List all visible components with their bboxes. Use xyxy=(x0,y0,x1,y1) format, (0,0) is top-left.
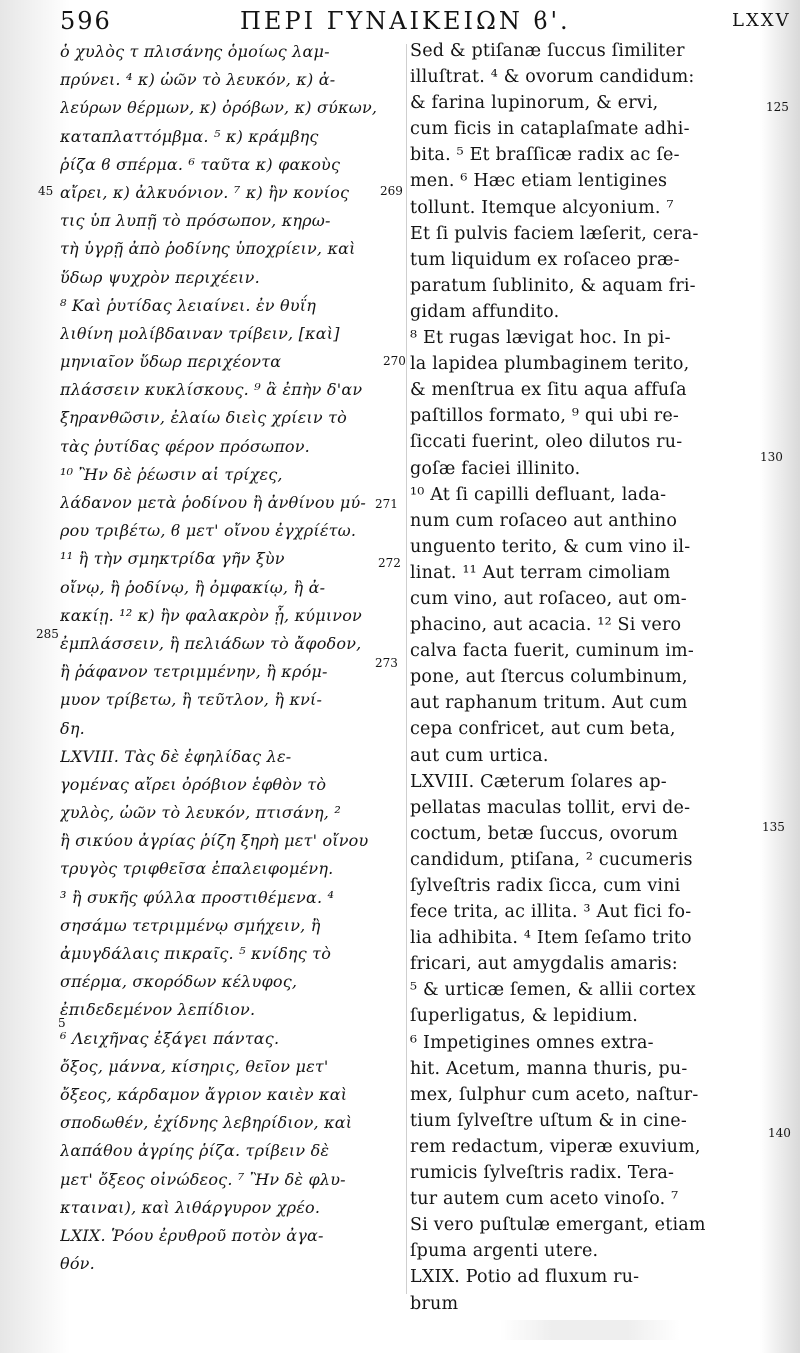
greek-text-line: ξηρανθῶσιν, ἐλαίω διεὶς χρίειν τὸ xyxy=(60,408,347,428)
page-header xyxy=(60,4,800,38)
latin-text-line: aut cum urtica. xyxy=(410,745,549,766)
latin-text-line: pone, aut ſtercus columbinum, xyxy=(410,667,688,688)
margin-number: 285 xyxy=(36,627,59,641)
latin-text-line: cepa confricet, aut cum beta, xyxy=(410,719,676,740)
margin-number: 140 xyxy=(768,1126,791,1140)
latin-text-line: tium ſylveſtre uſtum & in cine- xyxy=(410,1110,687,1131)
greek-text-line: οἴνῳ, ἢ ῥοδίνῳ, ἢ ὀμφακίῳ, ἢ ἀ- xyxy=(60,577,326,597)
latin-text-line: lia adhibita. ⁴ Item ſeſamo trito xyxy=(410,928,692,949)
latin-text-line: Sed & ptiſanæ ſuccus ſimiliter xyxy=(410,41,685,61)
latin-text-line: Et ſi pulvis faciem læſerit, cera- xyxy=(410,223,699,244)
margin-number: 271 xyxy=(375,497,398,511)
greek-text-line: ¹¹ ἢ τὴν σμηκτρίδα γῆν ξὺν xyxy=(60,549,285,569)
greek-text-line: ὄξος, μάννα, κίσηρις, θεῖον μετ' xyxy=(60,1056,329,1076)
greek-text-line: ὄξεος, κάρδαμον ἄγριον καιὲν καὶ xyxy=(60,1084,348,1104)
latin-text-line: hit. Acetum, manna thuris, pu- xyxy=(410,1058,688,1079)
greek-text-line: LXVIII. Τὰς δὲ ἐφηλίδας λε- xyxy=(60,746,292,766)
margin-number: 269 xyxy=(380,184,403,198)
latin-text-line: tur autem cum aceto vinoſo. ⁷ xyxy=(410,1189,679,1210)
greek-text-line: πρύνει. ⁴ κ) ὠῶν τὸ λευκόν, κ) ἀ- xyxy=(60,70,336,90)
show-through-smudge xyxy=(500,1320,680,1340)
greek-text-line: ἐμπλάσσειν, ἢ πελιάδων τὸ ἄφοδον, xyxy=(60,633,362,653)
greek-text-line: κακίῃ. ¹² κ) ἢν φαλακρὸν ᾖ, κύμινον xyxy=(60,605,362,625)
greek-text-line: μετ' ὄξεος οἰνώδεος. ⁷ Ἢν δὲ φλυ- xyxy=(60,1169,346,1189)
greek-text-line: LXIX. Ῥόου ἐρυθροῦ ποτὸν ἀγα- xyxy=(60,1225,324,1245)
greek-text-line: ἐπιδεδεμένον λεπίδιον. xyxy=(60,1000,256,1020)
latin-text-column xyxy=(410,38,765,1317)
folio-number: LXXV xyxy=(732,10,791,31)
greek-text-line: ἀμυγδάλαις πικραῖς. ⁵ κνίδης τὸ xyxy=(60,944,332,963)
greek-text-line: ⁸ Καὶ ῥυτίδας λειαίνει. ἐν θυΐη xyxy=(60,295,317,315)
latin-text-line: mex, ſulphur cum aceto, naſtur- xyxy=(410,1084,699,1105)
latin-text-line: unguento terito, & cum vino il- xyxy=(410,536,691,557)
latin-text-line: calva facta fuerit, cuminum im- xyxy=(410,641,694,662)
greek-text-line: τις ὑπ λυπῇ τὸ πρόσωπον, κηρω- xyxy=(60,211,331,231)
latin-text-line: rumicis ſylveſtris radix. Tera- xyxy=(410,1163,675,1184)
greek-text-line: τὰς ῥυτίδας φέρον πρόσωπον. xyxy=(60,436,310,456)
margin-number: 125 xyxy=(766,100,789,114)
latin-text-line: la lapidea plumbaginem terito, xyxy=(410,354,690,375)
latin-text-line: cum vino, aut roſaceo, aut om- xyxy=(410,588,687,609)
latin-text-line: fricari, aut amygdalis amaris: xyxy=(410,954,678,975)
latin-text-line: pellatas maculas tollit, ervi de- xyxy=(410,797,691,818)
greek-text-line: πλάσσειν κυκλίσκους. ⁹ ἃ ἐπὴν δ'αν xyxy=(60,380,363,400)
margin-number: 130 xyxy=(760,450,783,464)
greek-text-line: αἴρει, κ) ἀλκυόνιον. ⁷ κ) ἢν κονίος xyxy=(60,182,350,202)
greek-text-line: μυον τρίβετω, ἢ τεῦτλον, ἢ κνί- xyxy=(60,690,323,710)
margin-number: 5 xyxy=(58,1016,66,1030)
greek-text-line: λεύρων θέρμων, κ) ὀρόβων, κ) σύκων, xyxy=(60,98,378,118)
latin-text-line: paſtillos formato, ⁹ qui ubi re- xyxy=(410,406,679,427)
latin-text-line: men. ⁶ Hæc etiam lentigines xyxy=(410,171,668,192)
latin-text-line: cum ficis in cataplaſmate adhi- xyxy=(410,119,690,140)
latin-text-line: ſylveſtris radix ſicca, cum vini xyxy=(410,876,681,896)
greek-text-line: ¹⁰ Ἢν δὲ ῥέωσιν αἱ τρίχες, xyxy=(60,464,283,484)
latin-text-line: & menſtrua ex ſitu aqua affuſa xyxy=(410,380,687,401)
latin-text-line: goſæ faciei illinito. xyxy=(410,458,581,479)
greek-text-line: ρου τριβέτω, ϐ μετ' οἴνου ἐγχρίέτω. xyxy=(60,521,357,541)
latin-text-line: bita. ⁵ Et braſſicæ radix ac ſe- xyxy=(410,145,680,166)
running-title: ΠΕΡΙ ΓΥΝΑΙΚΕΙΩΝ ϐ'. xyxy=(240,7,571,35)
latin-text-line: ⁵ & urticæ ſemen, & allii cortex xyxy=(410,980,696,1001)
latin-text-line: brum xyxy=(410,1293,459,1314)
margin-number: 272 xyxy=(378,556,401,570)
margin-number: 135 xyxy=(762,820,785,834)
greek-text-line: σποδωθέν, ἐχίδνης λεβηρίδιον, καὶ xyxy=(60,1113,353,1133)
greek-text-line: ἢ σικύου ἀγρίας ῥίζη ξηρὴ μετ' οἴνου xyxy=(60,831,369,851)
greek-text-line: λιθίνη μολίβδαιναν τρίβειν, [καὶ] xyxy=(60,323,340,343)
greek-text-line: σησάμω τετριμμένῳ σμήχειν, ἢ xyxy=(60,915,321,935)
greek-text-line: τὴ ὑγρῇ ἀπὸ ῥοδίνης ὑποχρίειν, καὶ xyxy=(60,239,356,259)
greek-text-line: τρυγὸς τριφθεῖσα ἐπαλειφομένη. xyxy=(60,859,334,879)
latin-text-line: LXIX. Potio ad fluxum ru- xyxy=(410,1267,640,1288)
latin-text-line: tum liquidum ex roſaceo præ- xyxy=(410,249,680,270)
greek-text-line: ἢ ῥάφανον τετριμμένην, ἢ κρόμ- xyxy=(60,662,328,682)
latin-text-line: ⁸ Et rugas lævigat hoc. In pi- xyxy=(410,328,671,349)
latin-text-line: paratum ſublinito, & aquam fri- xyxy=(410,275,696,296)
latin-text-line: linat. ¹¹ Aut terram cimoliam xyxy=(410,562,671,583)
latin-text-line: rem redactum, viperæ exuvium, xyxy=(410,1136,701,1157)
page-number: 596 xyxy=(60,7,112,35)
latin-text-line: LXVIII. Cæterum ſolares ap- xyxy=(410,771,667,792)
greek-text-line: θόν. xyxy=(60,1254,95,1274)
margin-number: 273 xyxy=(375,656,398,670)
greek-text-line: ⁶ Λειχῆνας ἐξάγει πάντας. xyxy=(60,1028,280,1048)
greek-text-line: ὕδωρ ψυχρὸν περιχέειν. xyxy=(60,267,260,287)
latin-text-line: & farina lupinorum, & ervi, xyxy=(410,93,659,114)
greek-text-line: λαπάθου ἀγρίης ῥίζα. τρίβειν δὲ xyxy=(60,1141,330,1161)
greek-text-line: κταιναι), καὶ λιθάργυρον χρέο. xyxy=(60,1197,321,1217)
greek-text-line: λάδανον μετὰ ῥοδίνου ἢ ἀνθίνου μύ- xyxy=(60,493,367,512)
latin-text-line: illuſtrat. ⁴ & ovorum candidum: xyxy=(410,67,695,88)
latin-text-line: phacino, aut acacia. ¹² Si vero xyxy=(410,615,682,636)
latin-text-line: num cum roſaceo aut anthino xyxy=(410,510,678,531)
latin-text-line: tollunt. Itemque alcyonium. ⁷ xyxy=(410,197,674,218)
latin-text-line: Si vero puſtulæ emergant, etiam xyxy=(410,1215,706,1236)
latin-text-line: aut raphanum tritum. Aut cum xyxy=(410,693,688,714)
greek-text-line: μηνιαῖον ὕδωρ περιχέοντα xyxy=(60,352,282,372)
greek-text-line: δη. xyxy=(60,718,85,738)
margin-number: 270 xyxy=(383,354,406,368)
latin-text-line: ſuperligatus, & lepidium. xyxy=(410,1006,639,1027)
greek-text-line: ³ ἢ συκῆς φύλλα προστιθέμενα. ⁴ xyxy=(60,887,335,907)
greek-text-line: ὁ χυλὸς τ πλισάνης ὁμοίως λαμ- xyxy=(60,42,330,61)
greek-text-line: χυλὸς, ὠῶν τὸ λευκόν, πτισάνη, ² xyxy=(60,803,341,823)
latin-text-line: ⁶ Impetigines omnes extra- xyxy=(410,1032,654,1053)
greek-text-line: ῥίζα ϐ σπέρμα. ⁶ ταῦτα κ) φακοὺς xyxy=(60,154,341,174)
greek-text-line: καταπλαττόμβμα. ⁵ κ) κράμβης xyxy=(60,126,319,146)
margin-number: 45 xyxy=(38,184,54,198)
latin-text-line: ¹⁰ At ſi capilli defluant, lada- xyxy=(410,484,667,505)
latin-text-line: gidam affundito. xyxy=(410,301,560,322)
greek-text-line: γομένας αἴρει ὀρόβιον ἑφθὸν τὸ xyxy=(60,774,327,794)
latin-text-line: fece trita, ac illita. ³ Aut fici fo- xyxy=(410,902,692,923)
latin-text-line: coctum, betæ ſuccus, ovorum xyxy=(410,823,679,844)
greek-text-line: σπέρμα, σκορόδων κέλυφος, xyxy=(60,972,298,992)
latin-text-line: ſiccati fuerint, oleo dilutos ru- xyxy=(410,432,683,453)
latin-text-line: candidum, ptiſana, ² cucumeris xyxy=(410,849,693,870)
latin-text-line: ſpuma argenti utere. xyxy=(410,1241,599,1262)
greek-text-column xyxy=(60,38,412,1278)
